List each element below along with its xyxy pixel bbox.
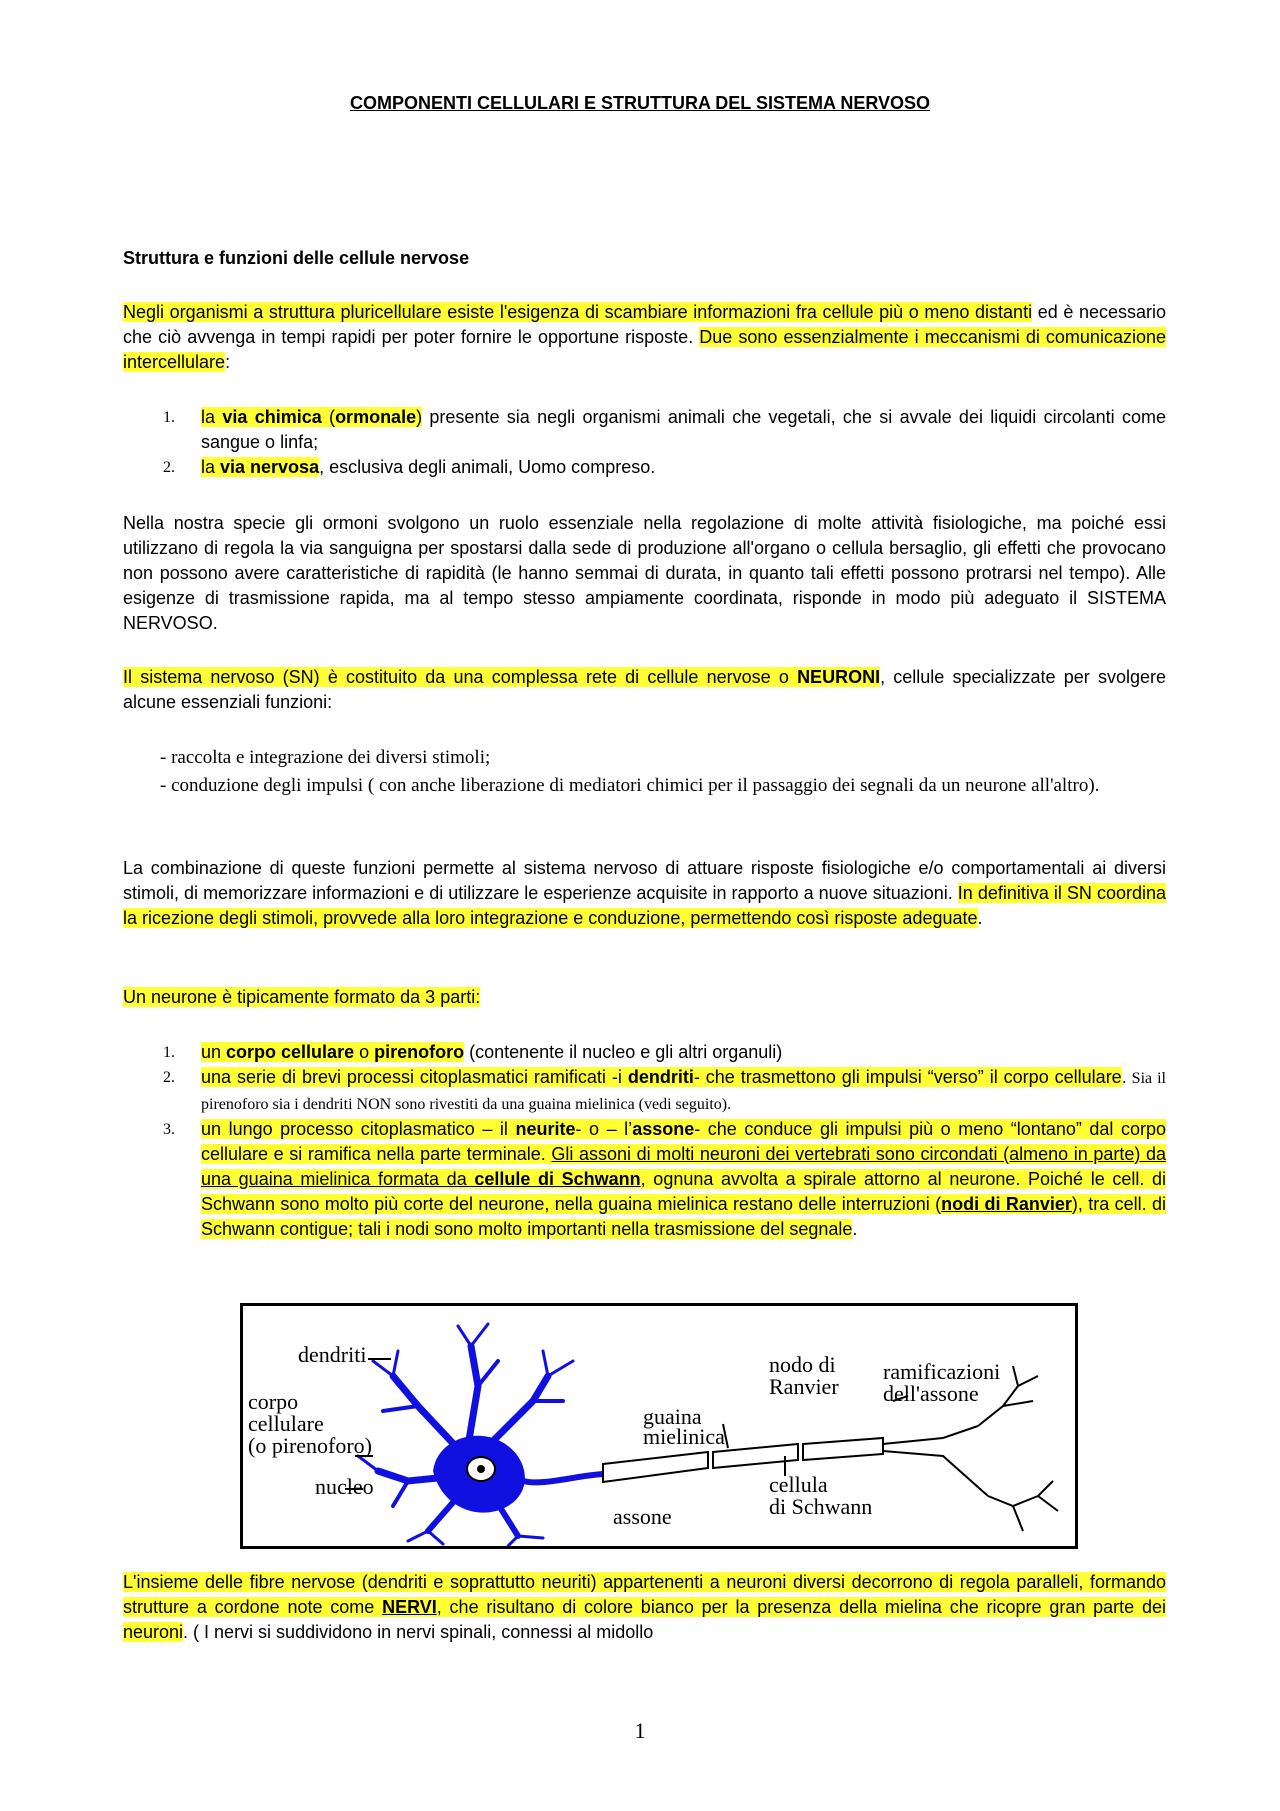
label-nucleo: nucleo — [315, 1474, 374, 1499]
list-item: 3. un lungo processo citoplasmatico – il neurite- o – l’assone- che conduce gli impulsi più o meno “lontano” dal corpo cellulare e si ramifica nella parte terminale. Gli assoni di molti neuroni dei vertebrati sono circondati (almeno in parte) da una guaina mielinica formata da cellule di Schwann, ognuna avvolta a spirale attorno al neurone. Poiché le cell. di Schwann sono molto più corte del neurone, nella guaina mielinica restano delle interruzioni (nodi di Ranvier), tra cell. di Schwann contigue; tali i nodi sono molto importanti nella trasmissione del segnale. — [163, 1119, 1166, 1239]
list-item: - conduzione degli impulsi ( con anche liberazione di mediatori chimici per il passaggio dei segnali da un neurone all'altro). — [160, 775, 1100, 796]
label-ramificazioni: ramificazioni — [883, 1359, 1001, 1384]
list-highlight: una serie di brevi processi citoplasmatici ramificati -i dendriti- che trasmettono gli impulsi “verso” il corpo cellulare — [201, 1067, 1122, 1087]
label-cellula: cellula — [769, 1472, 828, 1497]
list-item — [123, 1040, 1166, 1065]
intro-end: : — [225, 352, 231, 372]
functions-list — [160, 744, 1160, 800]
list-item: 2. una serie di brevi processi citoplasmatici ramificati -i dendriti- che trasmettono gli impulsi “verso” il corpo cellulare. Sia il pirenoforo sia i dendriti NON sono rivestiti da una guaina mielinica (vedi seguito). — [163, 1067, 1166, 1113]
label-ranvier: Ranvier — [769, 1374, 839, 1399]
axon-shape — [523, 1474, 603, 1482]
combination-highlight: In definitiva il SN coordina la ricezione degli stimoli, provvede alla loro integrazione e conduzione, permettendo così risposte adeguate — [123, 883, 1166, 928]
list-text: (contenente il nucleo e gli altri organuli) — [464, 1042, 783, 1062]
section-heading: Struttura e funzioni delle cellule nervose — [123, 248, 470, 268]
list-note: Sia il pirenoforo sia i dendriti NON sono rivestiti da una guaina mielinica (vedi seguito). — [201, 1070, 1166, 1113]
list-number: 1. — [163, 1044, 175, 1061]
label-guaina: guaina — [643, 1404, 702, 1429]
document-title: COMPONENTI CELLULARI E STRUTTURA DEL SISTEMA NERVOSO — [349, 93, 931, 113]
intro-text: ed è necessario che ciò avvenga in tempi rapidi per poter fornire le opportune risposte. — [123, 302, 1167, 347]
list-number: 3. — [163, 1121, 175, 1138]
label-mielinica: mielinica — [643, 1424, 725, 1449]
paragraph-hormones: Nella nostra specie gli ormoni svolgono un ruolo essenziale nella regolazione di molte attività fisiologiche, ma poiché essi utilizzano di regola la via sanguigna per spostarsi dalla sede di produzione all'organo o cellula bersaglio, gli effetti che provocano non possono avere caratteristiche di rapidità (le hanno semmai di durata, in quanto tali effetti possono protrarsi nel tempo). Alle esigenze di trasmissione rapida, ma al tempo stesso ampiamente coordinata, risponde in modo più adeguato il SISTEMA NERVOSO. — [123, 513, 1166, 633]
list-text: presente sia negli organismi animali che vegetali, che si avvale dei liquidi circolanti come sangue o linfa; — [201, 407, 1166, 452]
combination-text: La combinazione di queste funzioni permette al sistema nervoso di attuare risposte fisiologiche e/o comportamentali ai diversi stimoli, di memorizzare informazioni e di utilizzare le esperienze acquisite in rapporto a nuove situazioni. — [123, 858, 1166, 903]
ns-text: , cellule specializzate per svolgere alcune essenziali funzioni: — [123, 667, 1167, 712]
neuron-parts-highlight: Un neurone è tipicamente formato da 3 parti: — [123, 987, 481, 1007]
paragraph-nerves — [123, 1570, 1166, 1645]
label-corpo: corpo — [248, 1389, 299, 1414]
list-item — [123, 405, 1166, 455]
list-item: - raccolta e integrazione dei diversi stimoli; — [160, 747, 491, 768]
list-item — [123, 455, 1166, 480]
paragraph-neuron-parts — [123, 985, 1166, 1010]
dendrites-shape — [358, 1324, 573, 1546]
neuron-figure — [240, 1303, 1078, 1549]
list-highlight: un corpo cellulare o pirenoforo — [201, 1042, 465, 1062]
paragraph-combination: La combinazione di queste funzioni permette al sistema nervoso di attuare risposte fisiologiche e/o comportamentali ai diversi stimoli, di memorizzare informazioni e di utilizzare le esperienze acquisite in rapporto a nuove situazioni. In definitiva il SN coordina la ricezione degli stimoli, provvede alla loro integrazione e conduzione, permettendo così risposte adeguate. — [123, 858, 1166, 928]
label-dendriti: dendriti — [298, 1342, 367, 1367]
list-highlight: la via nervosa — [201, 457, 320, 477]
paragraph-nervous-system — [123, 665, 1166, 715]
label-pirenoforo: (o pirenoforo) — [248, 1433, 373, 1458]
communication-list — [123, 405, 1166, 480]
label-assone: assone — [613, 1504, 672, 1529]
list-number: 2. — [163, 1069, 175, 1086]
intro-highlight-1: Negli organismi a struttura pluricellulare esiste l'esigenza di scambiare informazioni fra cellule più o meno distanti — [123, 302, 1033, 322]
nerves-text: . ( I nervi si suddividono in nervi spinali, connessi al midollo — [183, 1622, 654, 1642]
intro-highlight-2: Due sono essenzialmente i meccanismi di comunicazione intercellulare — [123, 327, 1166, 372]
label-dell-assone: dell'assone — [883, 1381, 979, 1406]
list-highlight: un lungo processo citoplasmatico – il neurite- o – l’assone- che conduce gli impulsi più o meno “lontano” dal corpo cellulare e si ramifica nella parte terminale. Gli assoni di molti neuroni dei vertebrati sono circondati (almeno in parte) da una guaina mielinica formata da cellule di Schwann, ognuna avvolta a spirale attorno al neurone. Poiché le cell. di Schwann sono molto più corte del neurone, nella guaina mielinica restano delle interruzioni (nodi di Ranvier), tra cell. di Schwann contigue; tali i nodi sono molto importanti nella trasmissione del segnale — [201, 1119, 1166, 1239]
nerves-highlight: L'insieme delle fibre nervose (dendriti e soprattutto neuriti) appartenenti a neuroni diversi decorrono di regola paralleli, formando strutture a cordone note come NERVI, che risultano di colore bianco per la presenza della mielina che ricopre gran parte dei neuroni — [123, 1572, 1166, 1642]
ns-highlight: Il sistema nervoso (SN) è costituito da una complessa rete di cellule nervose o NEURONI — [123, 667, 881, 687]
list-text: , esclusiva degli animali, Uomo compreso. — [319, 457, 656, 477]
list-number: 2. — [163, 459, 175, 476]
paragraph-intro — [123, 300, 1166, 375]
list-highlight: la via chimica (ormonale) — [201, 407, 423, 427]
neuron-parts-list — [123, 1040, 1166, 1242]
label-di-schwann: di Schwann — [769, 1494, 873, 1519]
page-number: 1 — [634, 1718, 646, 1743]
label-nodo-di: nodo di — [769, 1352, 836, 1377]
list-number: 1. — [163, 409, 175, 426]
label-cellulare: cellulare — [248, 1411, 324, 1436]
